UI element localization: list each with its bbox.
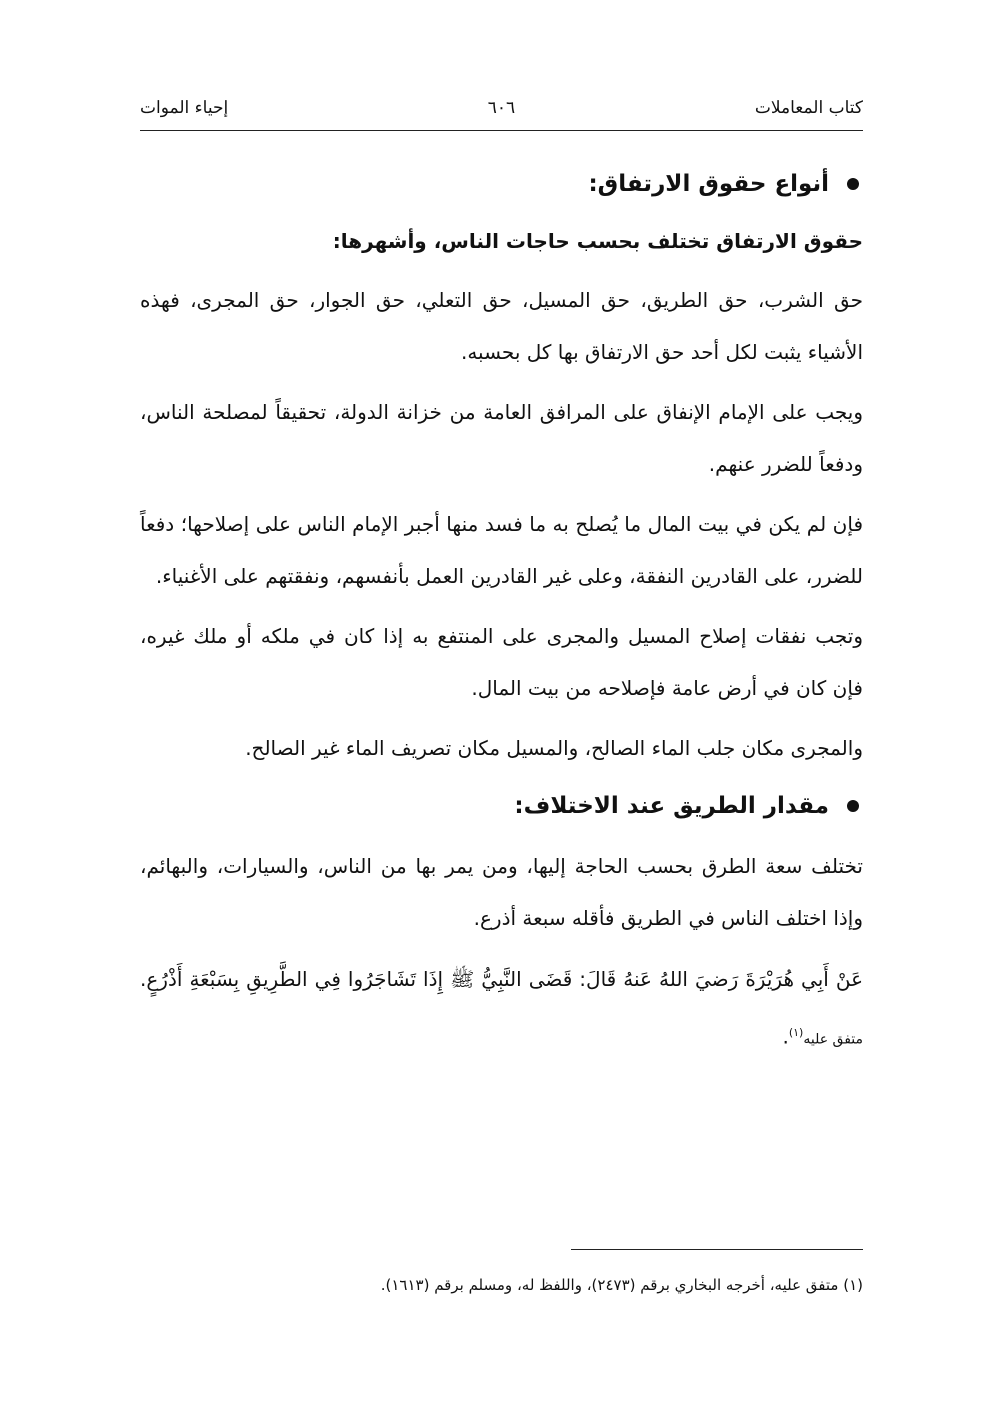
- paragraph: حق الشرب، حق الطريق، حق المسيل، حق التعلي، حق الجوار، حق المجرى، فهذه الأشياء يثبت لكل أحد حق الارتفاق بها كل بحسبه.: [140, 288, 863, 364]
- paragraph: وتجب نفقات إصلاح المسيل والمجرى على المنتفع به إذا كان في ملكه أو ملك غيره، فإن كان في أرض عامة فإصلاحه من بيت المال.: [140, 624, 863, 700]
- book-title: كتاب المعاملات: [754, 98, 863, 118]
- section-heading-text: مقدار الطريق عند الاختلاف:: [514, 793, 829, 819]
- paragraph: والمجرى مكان جلب الماء الصالح، والمسيل مكان تصريف الماء غير الصالح.: [245, 736, 863, 760]
- chapter-title: إحياء الموات: [140, 98, 229, 118]
- section-heading-easement-types: [140, 160, 863, 208]
- paragraph: فإن لم يكن في بيت المال ما يُصلح به ما فسد منها أجبر الإمام الناس على إصلاحها؛ دفعاً للضرر، على القادرين النفقة، وعلى غير القادرين العمل بأنفسهم، ونفقتهم على الأغنياء.: [140, 512, 863, 588]
- bullet-icon: [847, 178, 859, 190]
- hadith-quote: [140, 952, 863, 1067]
- subheading: حقوق الارتفاق تختلف بحسب حاجات الناس، وأشهرها:: [332, 229, 863, 253]
- section-heading-road-width: [140, 782, 863, 830]
- hadith-end-punct: .: [782, 1024, 789, 1049]
- bullet-icon: [847, 800, 859, 812]
- paragraph: ويجب على الإمام الإنفاق على المرافق العامة من خزانة الدولة، تحقيقاً لمصلحة الناس، ودفعاً للضرر عنهم.: [140, 400, 863, 476]
- footnote-divider: [571, 1249, 863, 1250]
- main-content: [140, 160, 863, 1067]
- running-header: [140, 98, 863, 128]
- hadith-source: متفق عليه: [803, 1031, 863, 1048]
- header-divider: [140, 130, 863, 131]
- paragraph: تختلف سعة الطرق بحسب الحاجة إليها، ومن يمر بها من الناس، والسيارات، والبهائم، وإذا اختلف الناس في الطريق فأقله سبعة أذرع.: [140, 854, 863, 930]
- footnote: (١) متفق عليه، أخرجه البخاري برقم (٢٤٧٣)، واللفظ له، ومسلم برقم (١٦١٣).: [380, 1276, 863, 1294]
- footnote-marker[interactable]: (١): [788, 1026, 804, 1039]
- hadith-text: عَنْ أَبِي هُرَيْرَةَ رَضيَ اللهُ عَنهُ قَالَ: قَضَى النَّبِيُّ ﷺ إِذَا تَشَاجَرُوا فِي الطَّرِيقِ بِسَبْعَةِ أَذْرُعٍ.: [140, 967, 863, 991]
- section-heading-text: أنواع حقوق الارتفاق:: [588, 171, 829, 197]
- page-number: ٦٠٦: [487, 98, 516, 118]
